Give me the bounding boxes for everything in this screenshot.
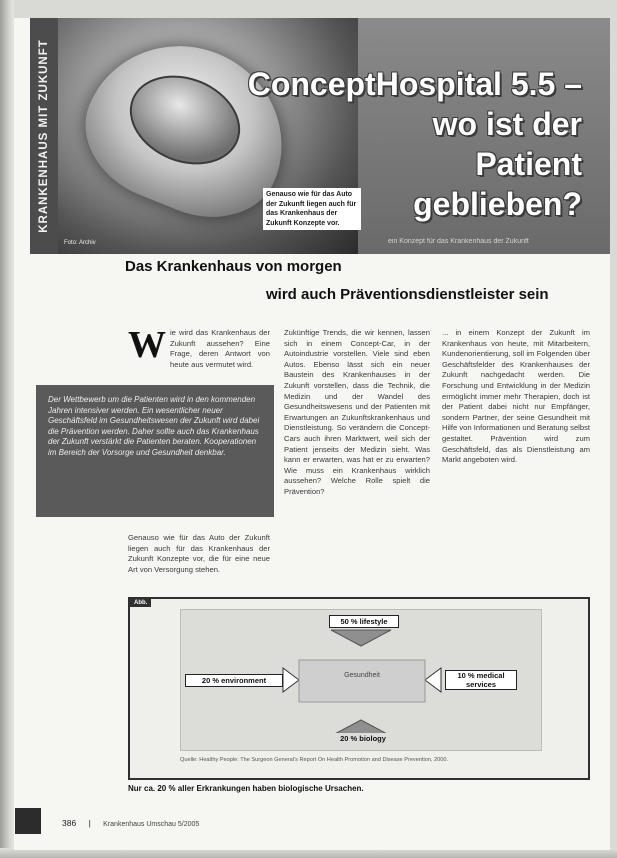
column-1-intro-text: ie wird das Krankenhaus der Zukunft aussehen? Eine Frage, deren Antwort von heute aus vermutet wird.	[170, 328, 270, 369]
photo-credit: Foto: Archiv	[64, 240, 96, 246]
page-footer	[62, 818, 199, 828]
body-column-3: ... in einem Konzept der Zukunft im Krankenhaus von heute, mit Mitarbeitern, Kundenorientierung, soll im Folgenden über Geschäftsfelder des Krankenhauses der Zukunft nachgedacht werden. Die Forschung und Entwicklung in der Medizin ermöglicht immer mehr Therapien, doch ist der Patient dabei nicht nur Empfänger, sondern Partner, der seine Gesundheit mit Hilfe von Informationen und Beratung selbst gestaltet. Prävention wird zum Geschäftsfeld, das als Dienstleistung am Markt angeboten wird.	[442, 328, 590, 465]
label-biology: 20 % biology	[331, 733, 395, 744]
hero-banner	[58, 18, 610, 254]
spine-label: KRANKENHAUS MIT ZUKUNFT	[38, 39, 50, 233]
label-environment: 20 % environment	[185, 674, 283, 687]
title-line-4: geblieben?	[413, 186, 582, 222]
pull-quote-box: Der Wettbewerb um die Patienten wird in den kommenden Jahren intensiver werden. Ein wesentlicher neuer Geschäftsfeld im Gesundheitswesen der Zukunft wird dabei die Prävention werden. Daher sollte auch das Krankenhaus der Zukunft verstärkt die Patienten beraten. Kooperationen im Bereich der Vorsorge und Gesundheit denkbar.	[36, 385, 274, 517]
subhead-line-2: wird auch Präventionsdienstleister sein	[266, 286, 549, 303]
title-line-1: ConceptHospital 5.5 –	[247, 66, 582, 102]
label-lifestyle: 50 % lifestyle	[329, 615, 399, 628]
figure-tag: Abb.	[130, 599, 151, 607]
figure-panel	[180, 609, 542, 751]
health-factors-figure	[128, 597, 590, 780]
arrow-right	[425, 668, 441, 692]
figure-caption: Nur ca. 20 % aller Erkrankungen haben biologische Ursachen.	[128, 784, 364, 793]
center-label: Gesundheit	[344, 672, 380, 679]
label-medical-services: 10 % medical services	[445, 670, 517, 690]
center-frame	[299, 660, 425, 702]
figure-source: Quelle: Healthy People: The Surgeon General's Report On Health Promotion and Disease Prevention, 2000.	[180, 757, 449, 763]
scan-edge-left	[0, 0, 14, 858]
column-1-continued-text: Genauso wie für das Auto der Zukunft liegen auch für das Krankenhaus der Zukunft Konzepte vor, die für eine neue Art von Versorgung stehen.	[128, 533, 270, 574]
title-line-2: wo ist der	[432, 106, 582, 142]
page-number: 386	[62, 818, 77, 828]
hero-strip-text: ein Konzept für das Krankenhaus der Zukunft	[388, 238, 529, 245]
scan-corner-mark	[15, 808, 41, 834]
body-column-1	[128, 324, 270, 370]
drop-cap: W	[128, 324, 166, 366]
arrow-top	[331, 630, 391, 646]
section-spine	[30, 18, 58, 254]
arrow-left	[283, 668, 299, 692]
photo-caption: Genauso wie für das Auto der Zukunft liegen auch für das Krankenhaus der Zukunft Konzepte vor.	[263, 188, 361, 230]
journal-name: Krankenhaus Umschau 5/2005	[103, 821, 200, 828]
title-line-3: Patient	[475, 146, 582, 182]
footer-separator: |	[88, 818, 91, 828]
body-column-2: Zukünftige Trends, die wir kennen, lassen sich in einem Concept-Car, in der Autoindustrie vorstellen. Viele sind eben Autos. Ebenso lässt sich ein neuer Baustein des Krankenhauses in der Zukunft vorstellen, dass die Technik, die Medizin und der Wandel des Gesundheitswesens und der Patienten mit Erwartungen an Zukunftskrankenhaus und Dienstleistung. So verändern die Concept-Cars auch ihren Marktwert, weil sich der Patient jenseits der Medizin sieht. Was kann er erwarten, was hat er zu erwarten? Wie muss ein Krankenhaus wirklich aussehen? Welche Rolle spielt die Prävention?	[284, 328, 430, 496]
subhead-line-1: Das Krankenhaus von morgen	[125, 258, 342, 275]
